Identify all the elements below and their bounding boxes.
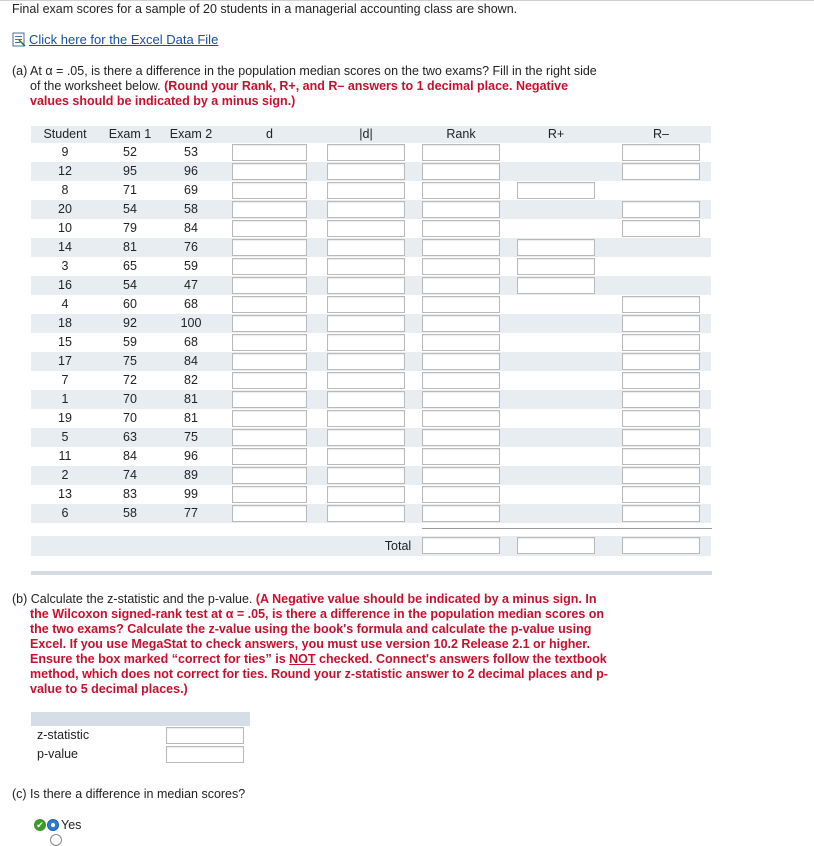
d-input[interactable] xyxy=(232,448,307,465)
part-a-question xyxy=(12,64,637,109)
rank-input[interactable] xyxy=(422,163,500,180)
d-input[interactable] xyxy=(232,429,307,446)
cell-exam1: 63 xyxy=(123,430,137,444)
part-b-line2: the Wilcoxon signed-rank test at α = .05, is there a difference in the population median scores on xyxy=(30,607,605,621)
excel-file-icon xyxy=(12,32,26,47)
cell-exam1: 70 xyxy=(123,411,137,425)
cell-exam2: 76 xyxy=(184,240,198,254)
header-r-plus: R+ xyxy=(547,127,565,141)
rank-input[interactable] xyxy=(422,334,500,351)
d-input[interactable] xyxy=(232,144,307,161)
abs-d-input[interactable] xyxy=(327,372,405,389)
cell-student: 7 xyxy=(61,373,69,387)
cell-student: 5 xyxy=(61,430,69,444)
r-minus-input[interactable] xyxy=(622,315,700,332)
total-r-plus-input[interactable] xyxy=(517,537,595,554)
part-b-line7: value to 5 decimal places.) xyxy=(30,682,188,696)
cell-student: 12 xyxy=(58,164,72,178)
d-input[interactable] xyxy=(232,163,307,180)
total-r-minus-input[interactable] xyxy=(622,537,700,554)
cell-exam1: 54 xyxy=(123,202,137,216)
cell-exam2: 96 xyxy=(184,449,198,463)
correct-check-icon: ✔ xyxy=(34,819,46,831)
part-b-not: NOT xyxy=(289,652,316,666)
cell-exam1: 59 xyxy=(123,335,137,349)
rank-input[interactable] xyxy=(422,277,500,294)
abs-d-input[interactable] xyxy=(327,296,405,313)
cell-exam1: 70 xyxy=(123,392,137,406)
r-minus-input[interactable] xyxy=(622,372,700,389)
cell-exam1: 83 xyxy=(123,487,137,501)
excel-link-row[interactable] xyxy=(12,32,218,47)
cell-exam2: 96 xyxy=(184,164,198,178)
r-minus-input[interactable] xyxy=(622,334,700,351)
abs-d-input[interactable] xyxy=(327,163,405,180)
part-b-line5b: checked. Connect's answers follow the textbook xyxy=(319,652,607,666)
z-statistic-row xyxy=(31,727,250,746)
r-minus-input[interactable] xyxy=(622,410,700,427)
cell-exam1: 54 xyxy=(123,278,137,292)
excel-data-link[interactable]: Click here for the Excel Data File xyxy=(29,32,219,47)
section-divider xyxy=(31,571,712,575)
abs-d-input[interactable] xyxy=(327,182,405,199)
r-minus-input[interactable] xyxy=(622,391,700,408)
part-c-question: (c) Is there a difference in median scores? xyxy=(12,787,246,801)
cell-exam2: 84 xyxy=(184,354,198,368)
r-plus-input[interactable] xyxy=(517,258,595,275)
cell-exam1: 75 xyxy=(123,354,137,368)
cell-exam2: 47 xyxy=(184,278,198,292)
cell-student: 11 xyxy=(58,449,72,463)
d-input[interactable] xyxy=(232,296,307,313)
rank-input[interactable] xyxy=(422,429,500,446)
d-input[interactable] xyxy=(232,505,307,522)
cell-exam2: 77 xyxy=(184,506,198,520)
cell-exam1: 65 xyxy=(123,259,137,273)
abs-d-input[interactable] xyxy=(327,277,405,294)
abs-d-input[interactable] xyxy=(327,505,405,522)
header-exam1: Exam 1 xyxy=(108,127,152,141)
part-b-line6: method, which does not correct for ties. Round your z-statistic answer to 2 decimal places and p- xyxy=(30,667,608,681)
abs-d-input[interactable] xyxy=(327,467,405,484)
header-d: d xyxy=(266,127,273,141)
d-input[interactable] xyxy=(232,258,307,275)
cell-exam2: 99 xyxy=(184,487,198,501)
cell-exam2: 81 xyxy=(184,411,198,425)
rank-input[interactable] xyxy=(422,353,500,370)
cell-exam1: 58 xyxy=(123,506,137,520)
r-minus-input[interactable] xyxy=(622,353,700,370)
part-b-question xyxy=(12,592,637,697)
z-statistic-input[interactable] xyxy=(166,727,244,744)
rank-input[interactable] xyxy=(422,505,500,522)
cell-student: 20 xyxy=(58,202,72,216)
cell-exam1: 72 xyxy=(123,373,137,387)
cell-exam1: 79 xyxy=(123,221,137,235)
part-b-line4: Excel. If you use MegaStat to check answers, you must use version 10.2 Release 2.1 or higher. xyxy=(30,637,590,651)
part-a-instructions: (Round your Rank, R+, and R– answers to 1 decimal place. Negative xyxy=(164,79,569,93)
rank-input[interactable] xyxy=(422,315,500,332)
rank-input[interactable] xyxy=(422,258,500,275)
rank-input[interactable] xyxy=(422,448,500,465)
d-input[interactable] xyxy=(232,410,307,427)
part-a-instructions-2: values should be indicated by a minus sign.) xyxy=(30,94,296,108)
part-b-line3: the two exams? Calculate the z-value using the book's formula and calculate the p-value using xyxy=(30,622,592,636)
r-minus-input[interactable] xyxy=(622,467,700,484)
part-a-prefix: (a) At xyxy=(12,64,42,78)
cell-exam2: 89 xyxy=(184,468,198,482)
cell-student: 2 xyxy=(61,468,69,482)
rank-input[interactable] xyxy=(422,296,500,313)
p-value-input[interactable] xyxy=(166,746,244,763)
r-minus-input[interactable] xyxy=(622,201,700,218)
header-r-minus: R– xyxy=(653,127,669,141)
d-input[interactable] xyxy=(232,391,307,408)
cell-exam1: 81 xyxy=(123,240,137,254)
cell-student: 4 xyxy=(61,297,69,311)
cell-exam2: 68 xyxy=(184,297,198,311)
cell-exam2: 81 xyxy=(184,392,198,406)
cell-exam1: 52 xyxy=(123,145,137,159)
r-plus-input[interactable] xyxy=(517,239,595,256)
z-statistic-label: z-statistic xyxy=(37,728,90,742)
abs-d-input[interactable] xyxy=(327,334,405,351)
z-table-header xyxy=(31,712,250,726)
cell-exam2: 82 xyxy=(184,373,198,387)
radio-selected-icon[interactable] xyxy=(47,819,59,831)
cell-student: 19 xyxy=(58,411,72,425)
cell-exam2: 100 xyxy=(180,316,202,330)
cell-exam1: 74 xyxy=(123,468,137,482)
abs-d-input[interactable] xyxy=(327,429,405,446)
total-separator xyxy=(422,528,712,529)
abs-d-input[interactable] xyxy=(327,410,405,427)
r-minus-input[interactable] xyxy=(622,144,700,161)
cell-student: 17 xyxy=(58,354,72,368)
cell-exam2: 69 xyxy=(184,183,198,197)
abs-d-input[interactable] xyxy=(327,220,405,237)
cell-student: 16 xyxy=(58,278,72,292)
cell-exam1: 95 xyxy=(123,164,137,178)
d-input[interactable] xyxy=(232,182,307,199)
cell-exam1: 84 xyxy=(123,449,137,463)
total-row xyxy=(31,536,711,556)
header-student: Student xyxy=(43,127,87,141)
cell-exam2: 53 xyxy=(184,145,198,159)
option-yes-label: Yes xyxy=(61,818,82,832)
cell-exam2: 75 xyxy=(184,430,198,444)
rank-input[interactable] xyxy=(422,410,500,427)
d-input[interactable] xyxy=(232,372,307,389)
r-minus-input[interactable] xyxy=(622,429,700,446)
cell-exam2: 58 xyxy=(184,202,198,216)
cell-student: 13 xyxy=(58,487,72,501)
d-input[interactable] xyxy=(232,315,307,332)
rank-input[interactable] xyxy=(422,201,500,218)
cell-student: 9 xyxy=(61,145,69,159)
rank-input[interactable] xyxy=(422,182,500,199)
r-minus-input[interactable] xyxy=(622,220,700,237)
abs-d-input[interactable] xyxy=(327,353,405,370)
d-input[interactable] xyxy=(232,334,307,351)
d-input[interactable] xyxy=(232,467,307,484)
rank-input[interactable] xyxy=(422,467,500,484)
abs-d-input[interactable] xyxy=(327,391,405,408)
total-label: Total xyxy=(384,539,412,553)
r-minus-input[interactable] xyxy=(622,296,700,313)
header-exam2: Exam 2 xyxy=(169,127,213,141)
abs-d-input[interactable] xyxy=(327,144,405,161)
d-input[interactable] xyxy=(232,486,307,503)
cell-student: 14 xyxy=(58,240,72,254)
rank-input[interactable] xyxy=(422,486,500,503)
abs-d-input[interactable] xyxy=(327,258,405,275)
cell-exam1: 92 xyxy=(123,316,137,330)
abs-d-input[interactable] xyxy=(327,486,405,503)
part-b-line5a: Ensure the box marked “correct for ties” is xyxy=(30,652,286,666)
total-rank-input[interactable] xyxy=(422,537,500,554)
header-abs-d: |d| xyxy=(359,127,373,141)
rank-input[interactable] xyxy=(422,239,500,256)
d-input[interactable] xyxy=(232,353,307,370)
r-minus-input[interactable] xyxy=(622,486,700,503)
rank-input[interactable] xyxy=(422,144,500,161)
option-yes[interactable] xyxy=(34,818,81,832)
cell-student: 10 xyxy=(58,221,72,235)
p-value-label: p-value xyxy=(37,747,78,761)
cell-student: 8 xyxy=(61,183,69,197)
header-rank: Rank xyxy=(446,127,476,141)
part-b-line1: (A Negative value should be indicated by a minus sign. In xyxy=(255,592,597,606)
abs-d-input[interactable] xyxy=(327,448,405,465)
top-border xyxy=(0,0,814,1)
cell-exam2: 68 xyxy=(184,335,198,349)
cell-exam1: 60 xyxy=(123,297,137,311)
r-minus-input[interactable] xyxy=(622,163,700,180)
p-value-row xyxy=(31,746,250,765)
cell-student: 3 xyxy=(61,259,69,273)
r-minus-input[interactable] xyxy=(622,505,700,522)
radio-option-no[interactable] xyxy=(50,834,62,846)
cell-student: 15 xyxy=(58,335,72,349)
rank-input[interactable] xyxy=(422,391,500,408)
d-input[interactable] xyxy=(232,201,307,218)
part-b-prefix: (b) Calculate the z-statistic and the p-value. xyxy=(12,592,253,606)
rank-input[interactable] xyxy=(422,220,500,237)
cell-student: 6 xyxy=(61,506,69,520)
d-input[interactable] xyxy=(232,277,307,294)
abs-d-input[interactable] xyxy=(327,201,405,218)
cell-exam2: 59 xyxy=(184,259,198,273)
part-a-text: α = .05, is there a difference in the population median scores on the two exams? Fill in the right side xyxy=(45,64,597,78)
cell-student: 18 xyxy=(58,316,72,330)
r-minus-input[interactable] xyxy=(622,448,700,465)
intro-text: Final exam scores for a sample of 20 students in a managerial accounting class are shown. xyxy=(12,2,518,16)
cell-exam2: 84 xyxy=(184,221,198,235)
part-a-line2: of the worksheet below. xyxy=(30,79,161,93)
cell-exam1: 71 xyxy=(123,183,137,197)
abs-d-input[interactable] xyxy=(327,239,405,256)
cell-student: 1 xyxy=(61,392,69,406)
abs-d-input[interactable] xyxy=(327,315,405,332)
rank-input[interactable] xyxy=(422,372,500,389)
r-plus-input[interactable] xyxy=(517,277,595,294)
d-input[interactable] xyxy=(232,220,307,237)
d-input[interactable] xyxy=(232,239,307,256)
r-plus-input[interactable] xyxy=(517,182,595,199)
